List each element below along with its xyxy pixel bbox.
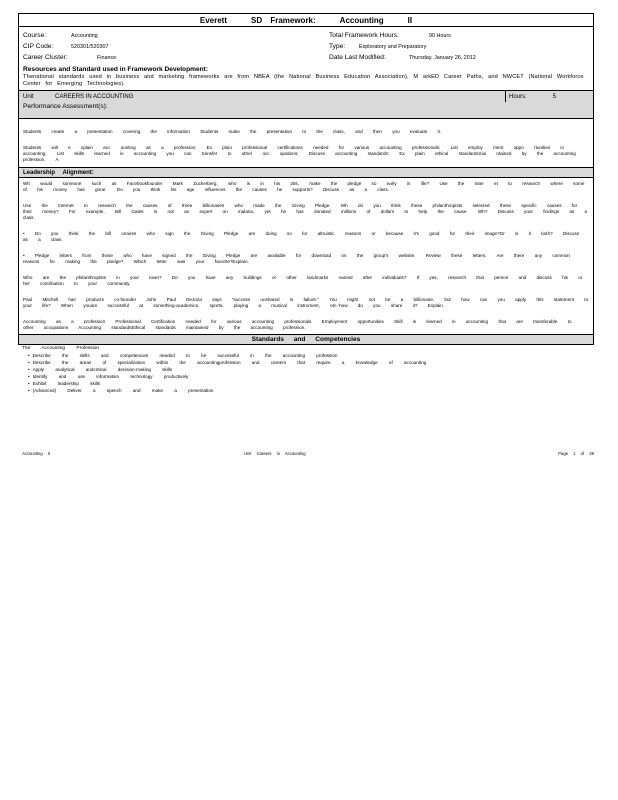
standards-heading: Standards and Competencies bbox=[19, 334, 593, 344]
leadership-paragraph: Use the Internet to research the causes of three billionaires who made the Giving Pledge. Wh do you think these philanthropists selected these specific causes for their money? For example, Bill Gates is not an expert on malaria, yet he has donated millions of dollars to help the cause. Wh? Discuss your findings as a class. bbox=[23, 203, 588, 220]
footer-unit: Unit Careers in Accounting bbox=[244, 451, 306, 456]
course-label: Course: bbox=[23, 32, 47, 39]
type-value: Exploratory and Preparatory bbox=[359, 43, 427, 50]
leadership-paragraph: Accounting as a profession Professional Certification needed for various accounting professionals Employment opportunities Skill is learned in accounting that are transferable to other occupations Accounting standardsEthical standards maintained by the accounting profession. bbox=[23, 319, 572, 330]
title-course: Accounting bbox=[339, 15, 384, 25]
title-level: II bbox=[407, 15, 413, 25]
date-value: Thursday, January 26, 2012 bbox=[409, 54, 476, 61]
resources-text: Thenational standards used in business and marketing frameworks are from NBEA (the National Business Education Association), M arkED Career Paths, and NWCET (National Workforce Center for Emerging Technologies). bbox=[23, 74, 584, 87]
list-item: • Apply analytical andcritical decision-making skills bbox=[28, 367, 173, 372]
unit-hours-value: 5 bbox=[552, 93, 557, 100]
page-title bbox=[19, 14, 593, 27]
total-hours-value: 90 Hours bbox=[429, 32, 451, 39]
leadership-paragraph: Wh would someone such as Facebookfounder Mark Zuckerberg, who is in his 20s, make the pledge so early in life? Use the Inter et to research where some of his money has gone. Do you think his age influences the causes he supports? Discuss as a class. bbox=[23, 181, 585, 192]
performance-heading: Performance Assessment(s): bbox=[19, 102, 593, 119]
course-metadata bbox=[19, 27, 593, 63]
title-district: Everett bbox=[199, 15, 227, 25]
total-hours-label: Total Framework Hours: bbox=[329, 32, 399, 39]
document-page bbox=[18, 13, 594, 394]
list-item: • Exhibit leadership skills bbox=[28, 381, 101, 386]
title-framework: SD Framework: bbox=[250, 15, 316, 25]
cluster-label: Career Cluster: bbox=[23, 54, 68, 61]
unit-name: CAREERS IN ACCOUNTING bbox=[55, 93, 134, 100]
standards-list bbox=[18, 345, 594, 394]
resources-heading: Resources and Standard used in Framework Development: bbox=[23, 66, 209, 73]
cip-label: CIP Code: bbox=[23, 43, 54, 50]
cluster-value: Finance bbox=[97, 54, 117, 61]
performance-paragraph: Students will e xplain acc ounting as a profession; Ex plain professional certifications needed for various accounting professionals; List employ ment oppo rtunities in accounting; List skills learned in accounting you can transfer to other occ upations; Discuss accounting standards; Ex plain ethical standardsmai ntained by the accounting profession. A bbox=[23, 145, 576, 162]
leadership-paragraph: Paul Mitchell hair products co-founder John Paul DeJoria says "success unshared is failure." You might not be a billionaire, but how can you apply this statement to your life? When youare successful at something-academics, sports, playing a musical instrument, etc.-how do you share it? Explain. bbox=[23, 297, 589, 308]
page-footer bbox=[22, 451, 594, 456]
standards-group-title: The Accounting Profession bbox=[22, 346, 100, 351]
list-item: • Describe the skills and competencies needed to be successful in the accounting profession bbox=[28, 353, 338, 358]
footer-course: Accounting II bbox=[22, 451, 51, 456]
date-label: Date Last Modified: bbox=[329, 54, 386, 61]
footer-page-number: Page 1 of 28 bbox=[558, 451, 594, 456]
leadership-paragraph: • Pledge letters from those who have signed the Giving Pledge are available for download on the group's website. Review these letters. Are there any common reasons for making the pledge? Which letter was your favorite?Explain. bbox=[23, 253, 570, 264]
list-item: • Describe the areas of specialization within the accountingprofession and careers that require a knowledge of accounting bbox=[28, 360, 427, 365]
framework-frame bbox=[18, 13, 594, 345]
type-label: Type: bbox=[329, 43, 346, 50]
cip-value: 520301/520307 bbox=[71, 43, 109, 50]
unit-bar bbox=[19, 90, 593, 102]
leadership-paragraph: Who are the philanthropists in your town? Do you have any buildings or other landmarks named after individuals? If yes, research that person and discuss his or her contribution to your community. bbox=[23, 275, 583, 286]
leadership-heading: Leadership Alignment: bbox=[19, 167, 593, 178]
unit-label: Unit bbox=[23, 93, 34, 100]
leadership-paragraph: • Do you think the bill onaires who sign the Giving Pledge are doing so for altruistic reasons or because it's good for their image?Or is it both? Discuss as a class. bbox=[23, 231, 580, 242]
list-item: • Identify and use information technology productively bbox=[28, 374, 189, 379]
unit-hours-label: Hours: bbox=[509, 93, 527, 100]
performance-paragraph: Students create a presentation covering the information Students make the presentation to the class, and then you evaluate it. bbox=[23, 129, 442, 134]
course-value: Accounting bbox=[71, 32, 98, 39]
list-item: • (Advanced) Deliver a speech and make a presentation bbox=[28, 388, 214, 393]
